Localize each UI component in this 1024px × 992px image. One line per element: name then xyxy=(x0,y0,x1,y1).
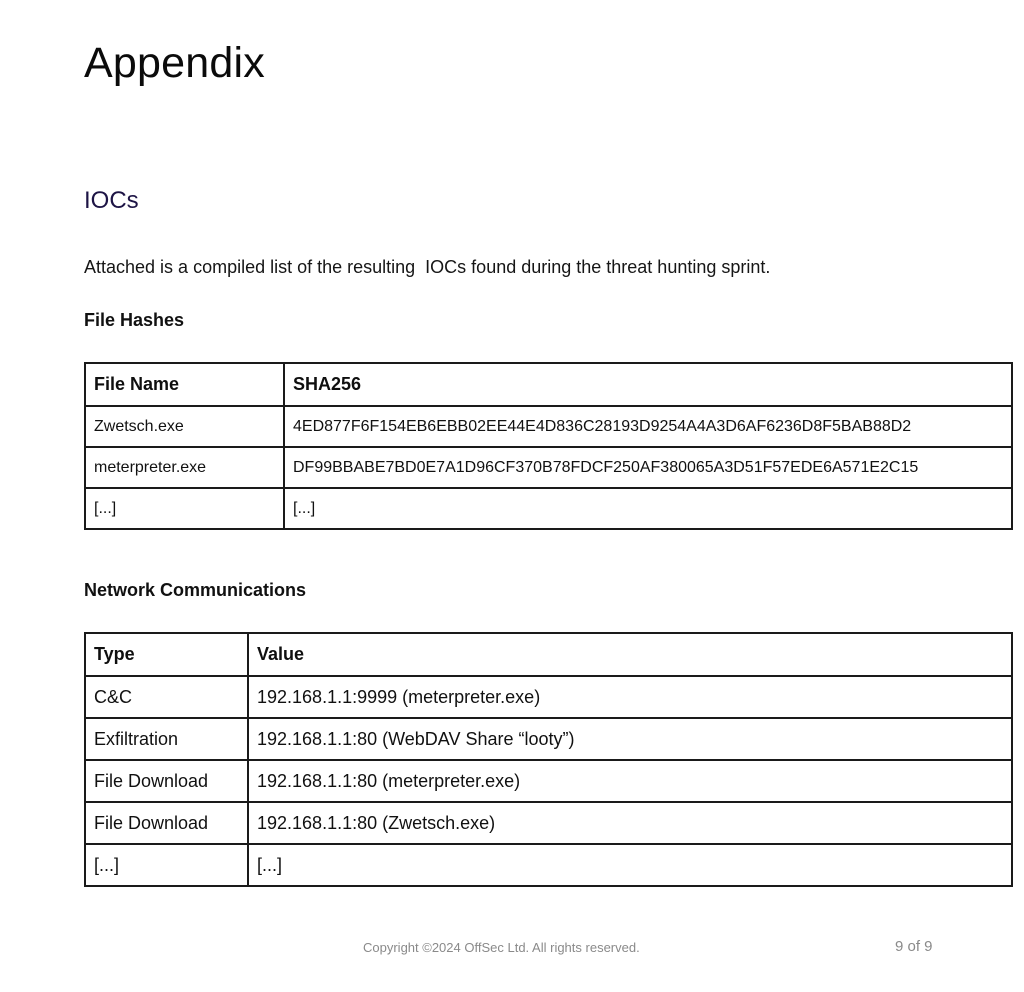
type-cell: C&C xyxy=(85,676,248,718)
file-name-cell: [...] xyxy=(85,488,284,529)
value-cell: 192.168.1.1:80 (WebDAV Share “looty”) xyxy=(248,718,1012,760)
column-header-type: Type xyxy=(85,633,248,676)
file-hashes-table xyxy=(84,362,1013,530)
value-cell: [...] xyxy=(248,844,1012,886)
type-cell: File Download xyxy=(85,760,248,802)
file-name-cell: meterpreter.exe xyxy=(85,447,284,488)
column-header-value: Value xyxy=(248,633,1012,676)
file-name-cell: Zwetsch.exe xyxy=(85,406,284,447)
value-cell: 192.168.1.1:9999 (meterpreter.exe) xyxy=(248,676,1012,718)
sha256-cell: 4ED877F6F154EB6EBB02EE44E4D836C28193D9254A4A3D6AF6236D8F5BAB88D2 xyxy=(284,406,1012,447)
file-hashes-heading: File Hashes xyxy=(84,310,185,330)
page-number: 9 of 9 xyxy=(895,938,933,955)
table-row xyxy=(85,406,1012,447)
table-row xyxy=(85,844,1012,886)
column-header-file-name: File Name xyxy=(85,363,284,406)
table-row xyxy=(85,447,1012,488)
type-cell: [...] xyxy=(85,844,248,886)
iocs-intro-text: Attached is a compiled list of the resulting IOCs found during the threat hunting sprint. xyxy=(84,257,771,277)
table-header-row xyxy=(85,363,1012,406)
table-header-row xyxy=(85,633,1012,676)
value-cell: 192.168.1.1:80 (meterpreter.exe) xyxy=(248,760,1012,802)
page-title: Appendix xyxy=(84,39,265,87)
sha256-cell: DF99BBABE7BD0E7A1D96CF370B78FDCF250AF380065A3D51F57EDE6A571E2C15 xyxy=(284,447,1012,488)
table-row xyxy=(85,760,1012,802)
column-header-sha256: SHA256 xyxy=(284,363,1012,406)
type-cell: File Download xyxy=(85,802,248,844)
table-row xyxy=(85,676,1012,718)
iocs-heading: IOCs xyxy=(84,187,139,214)
value-cell: 192.168.1.1:80 (Zwetsch.exe) xyxy=(248,802,1012,844)
network-communications-heading: Network Communications xyxy=(84,580,307,600)
table-row xyxy=(85,488,1012,529)
type-cell: Exfiltration xyxy=(85,718,248,760)
network-communications-table xyxy=(84,632,1013,887)
footer-copyright: Copyright ©2024 OffSec Ltd. All rights reserved. xyxy=(363,940,640,955)
table-row xyxy=(85,718,1012,760)
table-row xyxy=(85,802,1012,844)
sha256-cell: [...] xyxy=(284,488,1012,529)
